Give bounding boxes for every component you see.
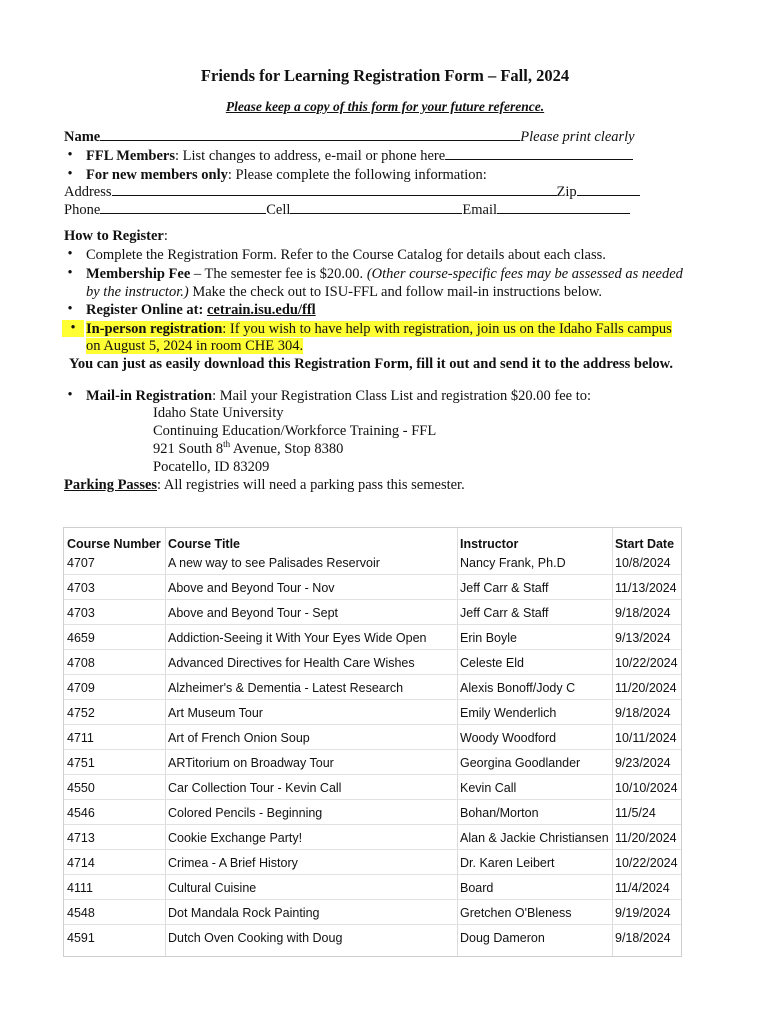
header-instructor: Instructor [460, 537, 519, 551]
inperson-line2: on August 5, 2024 in room CHE 304. [86, 338, 304, 354]
cell-course-title: Dot Mandala Rock Painting [168, 906, 320, 920]
cell-course-title: A new way to see Palisades Reservoir [168, 556, 380, 570]
new-members-line [86, 166, 487, 184]
cell-course-title: ARTitorium on Broadway Tour [168, 756, 334, 770]
cell-course-number: 4591 [67, 931, 95, 945]
download-note-text: You can just as easily download this Registration Form, fill it out and send it to the address below. [69, 356, 673, 372]
cell-instructor: Bohan/Morton [460, 806, 539, 820]
zip-label: Zip [556, 184, 577, 200]
cell-start-date: 9/18/2024 [615, 606, 671, 620]
address-line-1: Idaho State University [153, 405, 284, 421]
row-divider [64, 674, 681, 675]
column-divider [612, 528, 613, 956]
cell-course-number: 4751 [67, 756, 95, 770]
cell-course-number: 4708 [67, 656, 95, 670]
phone-label: Phone [64, 202, 101, 218]
cell-start-date: 10/10/2024 [615, 781, 678, 795]
cell-course-number: 4709 [67, 681, 95, 695]
bullet-icon: • [67, 301, 73, 317]
cell-course-number: 4546 [67, 806, 95, 820]
parking-text: : All registries will need a parking pass this semester. [157, 477, 465, 493]
inperson-text: : If you wish to have help with registration, join us on the Idaho Falls campus [222, 321, 672, 337]
address-line [64, 183, 640, 201]
bullet-icon: • [67, 387, 73, 403]
cell-start-date: 11/13/2024 [615, 581, 677, 595]
membership-line2-italic: by the instructor.) [86, 284, 189, 300]
membership-line2-text: Make the check out to ISU-FFL and follow mail-in instructions below. [188, 284, 603, 300]
row-divider [64, 849, 681, 850]
row-divider [64, 724, 681, 725]
membership-fee-line-2 [86, 283, 602, 301]
bullet-icon: • [67, 246, 73, 262]
cell-instructor: Nancy Frank, Ph.D [460, 556, 566, 570]
cell-course-number: 4713 [67, 831, 95, 845]
name-label: Name [64, 129, 101, 145]
cell-course-number: 4659 [67, 631, 95, 645]
cell-start-date: 9/13/2024 [615, 631, 671, 645]
cell-start-date: 11/4/2024 [615, 881, 670, 895]
form-subtitle: Please keep a copy of this form for your future reference. [225, 99, 545, 114]
cell-start-date: 10/8/2024 [615, 556, 671, 570]
cell-instructor: Jeff Carr & Staff [460, 581, 549, 595]
cell-instructor: Gretchen O'Bleness [460, 906, 572, 920]
bullet-icon: • [67, 166, 73, 182]
download-note [69, 355, 673, 373]
inperson-label: In-person registration [86, 321, 223, 337]
address-line-4: Pocatello, ID 83209 [153, 459, 270, 475]
cell-field[interactable] [290, 201, 462, 214]
how-to-register-heading [64, 227, 168, 245]
cell-course-title: Crimea - A Brief History [168, 856, 298, 870]
cell-course-title: Art Museum Tour [168, 706, 263, 720]
row-divider [64, 624, 681, 625]
cell-instructor: Celeste Eld [460, 656, 524, 670]
row-divider [64, 774, 681, 775]
header-start-date: Start Date [615, 537, 675, 551]
new-members-text: : Please complete the following information: [227, 167, 487, 183]
address-line-3 [153, 440, 343, 458]
row-divider [64, 749, 681, 750]
cell-course-title: Art of French Onion Soup [168, 731, 310, 745]
bullet-icon: • [67, 147, 73, 163]
cell-start-date: 9/23/2024 [615, 756, 671, 770]
cell-instructor: Board [460, 881, 494, 895]
cell-instructor: Erin Boyle [460, 631, 517, 645]
cell-course-number: 4714 [67, 856, 95, 870]
name-field[interactable] [100, 128, 520, 141]
cell-start-date: 11/5/24 [615, 806, 656, 820]
parking-label: Parking Passes [64, 477, 158, 493]
cell-instructor: Georgina Goodlander [460, 756, 581, 770]
how-label: How to Register [64, 228, 164, 244]
ffl-members-label: FFL Members [86, 148, 175, 164]
address-label: Address [64, 184, 112, 200]
email-label: Email [462, 202, 498, 218]
cell-course-number: 4550 [67, 781, 95, 795]
address-stop: Avenue, Stop 8380 [230, 441, 344, 457]
cell-course-title: Advanced Directives for Health Care Wishes [168, 656, 415, 670]
cell-instructor: Alan & Jackie Christiansen [460, 831, 609, 845]
bullet-icon: • [62, 320, 84, 337]
form-title: Friends for Learning Registration Form – Fall, 2024 [200, 66, 570, 85]
name-line [64, 128, 635, 146]
cell-course-title: Colored Pencils - Beginning [168, 806, 323, 820]
row-divider [64, 824, 681, 825]
cell-course-title: Addiction-Seeing it With Your Eyes Wide Open [168, 631, 427, 645]
changes-field[interactable] [445, 147, 633, 160]
address-line-2: Continuing Education/Workforce Training - FFL [153, 423, 437, 439]
print-note: Please print clearly [520, 129, 635, 145]
phone-line [64, 201, 630, 219]
cell-instructor: Kevin Call [460, 781, 517, 795]
cell-course-number: 4703 [67, 606, 95, 620]
cell-instructor: Alexis Bonoff/Jody C [460, 681, 576, 695]
row-divider [64, 874, 681, 875]
cell-start-date: 9/19/2024 [615, 906, 671, 920]
ffl-members-text: : List changes to address, e-mail or phone here [175, 148, 446, 164]
row-divider [64, 799, 681, 800]
online-link[interactable]: cetrain.isu.edu/ffl [206, 302, 316, 318]
cell-start-date: 9/18/2024 [615, 706, 671, 720]
row-divider [64, 574, 681, 575]
online-label: Register Online at: [86, 302, 207, 318]
phone-field[interactable] [100, 201, 266, 214]
cell-instructor: Dr. Karen Leibert [460, 856, 555, 870]
column-divider [457, 528, 458, 956]
header-course-number: Course Number [67, 537, 161, 551]
address-street-suffix: th [223, 439, 231, 449]
mailin-text: : Mail your Registration Class List and registration $20.00 fee to: [212, 388, 592, 404]
row-divider [64, 649, 681, 650]
membership-label: Membership Fee [86, 266, 191, 282]
cell-course-title: Above and Beyond Tour - Sept [168, 606, 339, 620]
row-divider [64, 924, 681, 925]
row-divider [64, 899, 681, 900]
email-field[interactable] [497, 201, 630, 214]
ffl-members-line [86, 147, 633, 165]
zip-field[interactable] [577, 183, 640, 196]
cell-start-date: 11/20/2024 [615, 831, 677, 845]
bullet-icon: • [67, 265, 73, 281]
cell-course-number: 4707 [67, 556, 95, 570]
cell-instructor: Woody Woodford [460, 731, 557, 745]
membership-fee-line [86, 265, 683, 283]
cell-course-number: 4111 [67, 881, 93, 895]
cell-start-date: 9/18/2024 [615, 931, 671, 945]
row-divider [64, 599, 681, 600]
register-online-line [86, 301, 316, 319]
cell-start-date: 10/22/2024 [615, 856, 678, 870]
in-person-line [86, 320, 672, 338]
mailin-label: Mail-in Registration [86, 388, 213, 404]
address-field[interactable] [112, 183, 557, 196]
row-divider [64, 699, 681, 700]
new-members-label: For new members only [86, 167, 228, 183]
cell-start-date: 10/11/2024 [615, 731, 677, 745]
parking-line [64, 476, 465, 494]
membership-italic: (Other course-specific fees may be assessed as needed [366, 266, 683, 282]
cell-course-title: Dutch Oven Cooking with Doug [168, 931, 343, 945]
cell-course-title: Car Collection Tour - Kevin Call [168, 781, 342, 795]
how-colon: : [163, 228, 168, 244]
membership-text: – The semester fee is $20.00. [190, 266, 367, 282]
cell-course-title: Above and Beyond Tour - Nov [168, 581, 335, 595]
cell-instructor: Emily Wenderlich [460, 706, 557, 720]
address-street: 921 South 8 [153, 441, 224, 457]
cell-start-date: 11/20/2024 [615, 681, 677, 695]
cell-course-number: 4703 [67, 581, 95, 595]
cell-course-title: Alzheimer's & Dementia - Latest Research [168, 681, 404, 695]
cell-course-number: 4752 [67, 706, 95, 720]
mail-in-line [86, 387, 591, 405]
cell-course-title: Cultural Cuisine [168, 881, 257, 895]
cell-instructor: Doug Dameron [460, 931, 545, 945]
complete-form-text: Complete the Registration Form. Refer to the Course Catalog for details about each class. [86, 247, 606, 263]
cell-course-title: Cookie Exchange Party! [168, 831, 303, 845]
cell-course-number: 4711 [67, 731, 94, 745]
in-person-line-2 [86, 337, 303, 355]
cell-course-number: 4548 [67, 906, 95, 920]
column-divider [165, 528, 166, 956]
header-course-title: Course Title [168, 537, 241, 551]
cell-label: Cell [266, 202, 291, 218]
cell-instructor: Jeff Carr & Staff [460, 606, 549, 620]
course-table [63, 527, 682, 957]
cell-start-date: 10/22/2024 [615, 656, 678, 670]
